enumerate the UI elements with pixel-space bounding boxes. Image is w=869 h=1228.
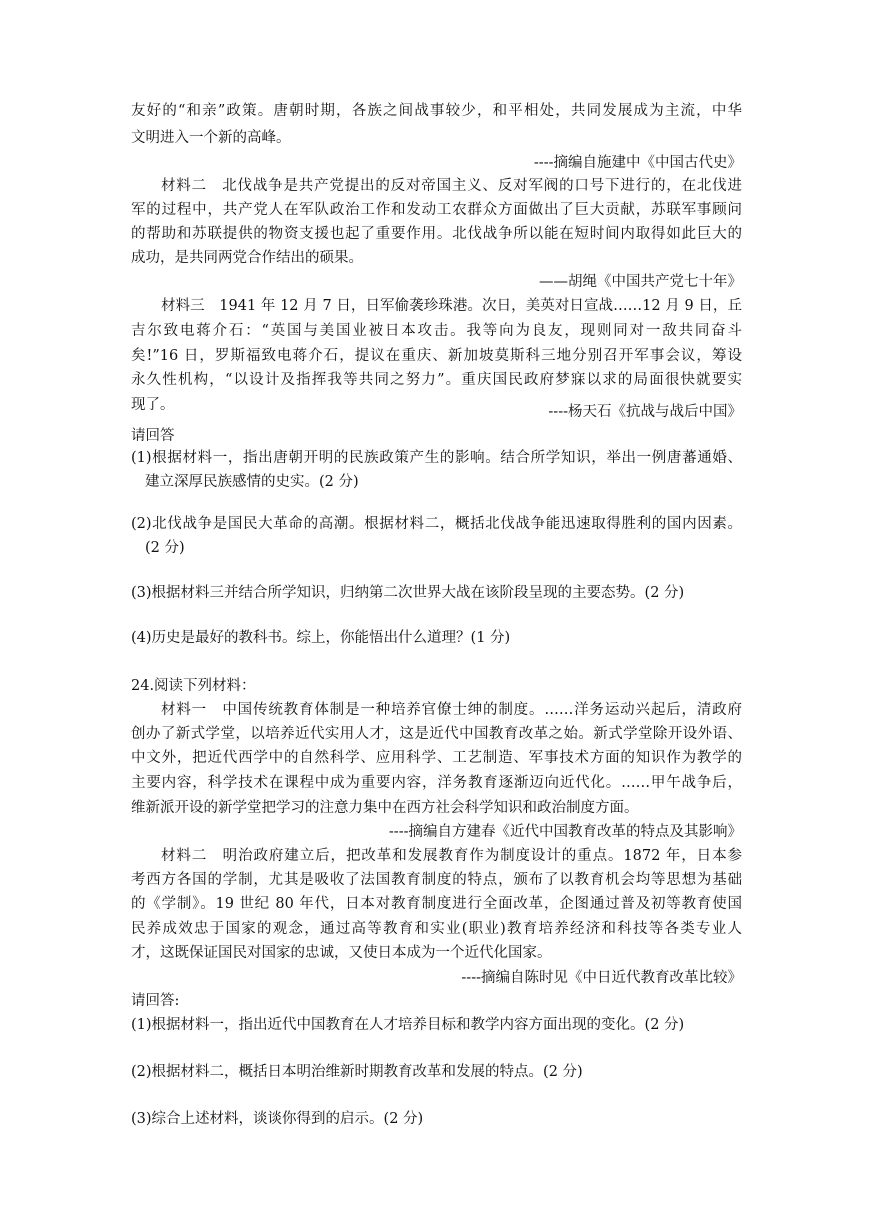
q24-material-1-line: 材料一 中国传统教育体制是一种培养官僚士绅的制度。……洋务运动兴起后，清政府 bbox=[161, 702, 742, 718]
material-3-line: 矣!”16 日，罗斯福致电蒋介石，提议在重庆、新加坡莫斯科三地分别召开军事会议，筹设 bbox=[131, 348, 742, 364]
material-3-line: 材料三 1941 年 12 月 7 日，日军偷袭珍珠港。次日，美英对日宣战……12 月 9 日，丘 bbox=[161, 298, 742, 314]
question-4: (4)历史是最好的教科书。综上，你能悟出什么道理？(1 分) bbox=[131, 630, 511, 646]
q24-material-2-line: 考西方各国的学制，尤其是吸收了法国教育制度的特点，颁布了以教育机会均等思想为基础 bbox=[131, 872, 742, 888]
q24-material-1-line: 创办了新式学堂，以培养近代实用人才，这是近代中国教育改革之始。新式学堂除开设外语、 bbox=[131, 726, 742, 742]
q24-question-3: (3)综合上述材料，谈谈你得到的启示。(2 分) bbox=[131, 1111, 424, 1127]
q24-question-2: (2)根据材料二，概括日本明治维新时期教育改革和发展的特点。(2 分) bbox=[131, 1064, 583, 1080]
source-citation: ----摘编自施建中《中国古代史》 bbox=[533, 155, 742, 171]
material-2-line: 材料二 北伐战争是共产党提出的反对帝国主义、反对军阀的口号下进行的，在北伐进 bbox=[161, 178, 742, 194]
source-citation: ----摘编自方建春《近代中国教育改革的特点及其影响》 bbox=[388, 824, 742, 840]
source-citation: ----摘编自陈时见《中日近代教育改革比较》 bbox=[461, 970, 742, 986]
question-1: (1)根据材料一，指出唐朝开明的民族政策产生的影响。结合所学知识，举出一例唐蕃通婚、 bbox=[131, 450, 742, 466]
continuation-line: 友好的“和亲”政策。唐朝时期，各族之间战事较少，和平相处，共同发展成为主流，中华 bbox=[131, 103, 742, 119]
question-2: (2)北伐战争是国民大革命的高潮。根据材料二，概括北伐战争能迅速取得胜利的国内因素。 bbox=[131, 516, 742, 532]
material-3-line: 现了。 bbox=[131, 397, 175, 413]
material-2-line: 的帮助和苏联提供的物资支援也起了重要作用。北伐战争所以能在短时间内取得如此巨大的 bbox=[131, 226, 742, 242]
question-3: (3)根据材料三并结合所学知识，归纳第二次世界大战在该阶段呈现的主要态势。(2 分) bbox=[131, 585, 685, 601]
material-3-line: 吉尔致电蒋介石：“英国与美国业被日本攻击。我等向为良友，现则同对一敌共同奋斗 bbox=[131, 323, 742, 339]
answer-prompt: 请回答 bbox=[131, 428, 175, 444]
question-2-cont: (2 分) bbox=[145, 540, 185, 556]
q24-material-1-line: 中文外，把近代西学中的自然科学、应用科学、工艺制造、军事技术方面的知识作为教学的 bbox=[131, 750, 742, 766]
q24-material-2-line: 才，这既保证国民对国家的忠诚，又使日本成为一个近代化国家。 bbox=[131, 945, 552, 961]
material-2-line: 成功，是共同两党合作结出的硕果。 bbox=[131, 250, 363, 266]
continuation-line: 文明进入一个新的高峰。 bbox=[131, 130, 291, 146]
q24-heading: 24.阅读下列材料： bbox=[131, 678, 256, 694]
q24-material-1-line: 维新派开设的新学堂把学习的注意力集中在西方社会科学知识和政治制度方面。 bbox=[131, 800, 639, 816]
answer-prompt: 请回答: bbox=[131, 993, 180, 1009]
source-citation: ——胡绳《中国共产党七十年》 bbox=[539, 274, 742, 290]
material-3-line: 永久性机构，“以设计及指挥我等共同之努力”。重庆国民政府梦寐以求的局面很快就要实 bbox=[131, 372, 742, 388]
question-1-cont: 建立深厚民族感情的史实。(2 分) bbox=[145, 474, 359, 490]
q24-question-1: (1)根据材料一，指出近代中国教育在人才培养目标和教学内容方面出现的变化。(2 分) bbox=[131, 1017, 685, 1033]
q24-material-2-line: 民养成效忠于国家的观念，通过高等教育和实业(职业)教育培养经济和科技等各类专业人 bbox=[131, 921, 742, 937]
q24-material-2-line: 的《学制》。19 世纪 80 年代，日本对教育制度进行全面改革，企图通过普及初等教育使国 bbox=[131, 896, 742, 912]
source-citation: ----杨天石《抗战与战后中国》 bbox=[548, 404, 742, 420]
material-2-line: 军的过程中，共产党人在军队政治工作和发动工农群众方面做出了巨大贡献，苏联军事顾问 bbox=[131, 202, 742, 218]
q24-material-1-line: 主要内容，科学技术在课程中成为重要内容，洋务教育逐渐迈向近代化。……甲午战争后， bbox=[131, 775, 742, 791]
q24-material-2-line: 材料二 明治政府建立后，把改革和发展教育作为制度设计的重点。1872 年，日本参 bbox=[161, 848, 742, 864]
